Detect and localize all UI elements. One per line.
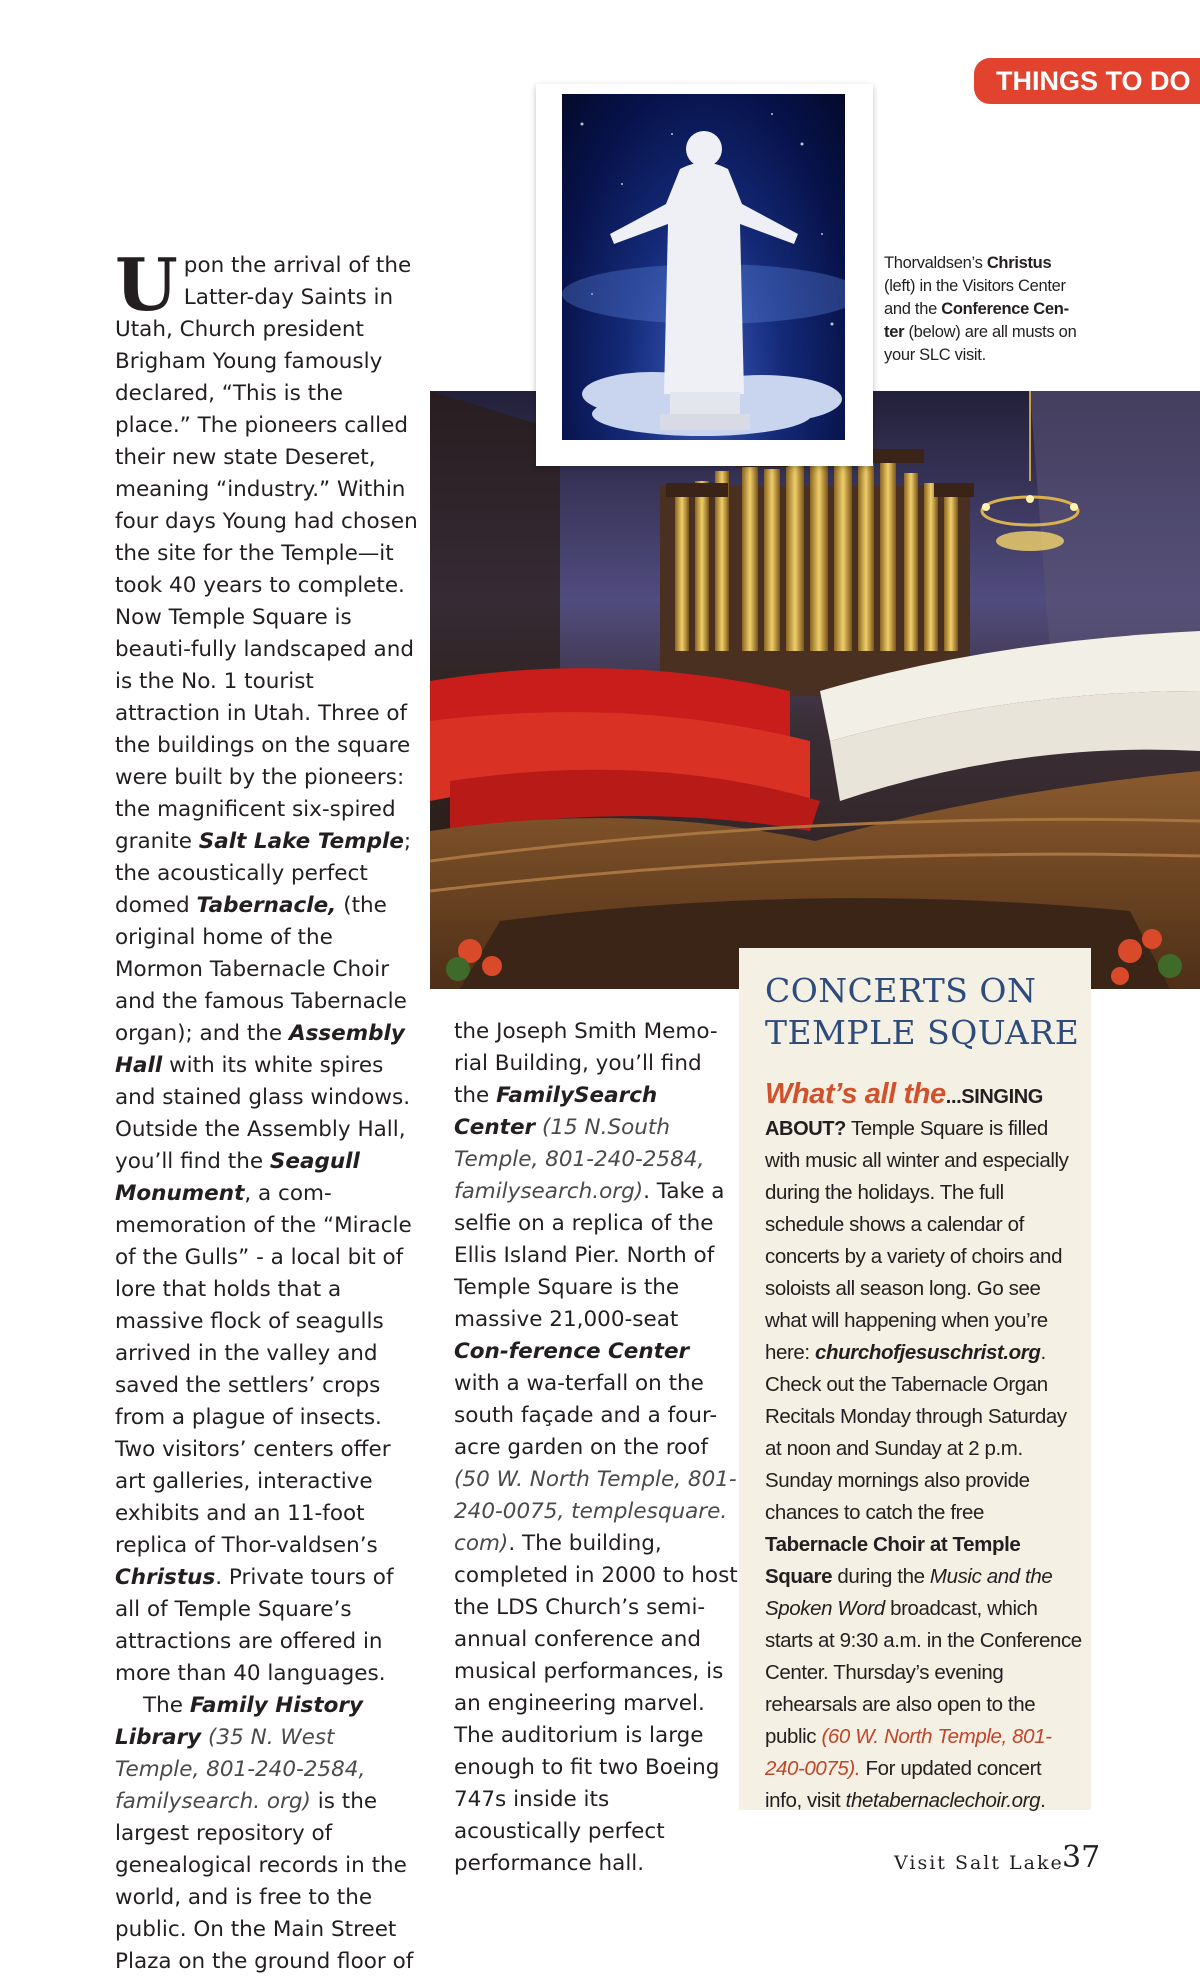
church-website-link[interactable]: churchofjesuschrist.org (815, 1341, 1041, 1364)
sidebar-lead: What’s all the (765, 1078, 946, 1110)
temple-square-paragraph: Now Temple Square is beauti-fully landscaped and is the No. 1 tourist attraction in Utah. Three of the buildings on the square were built by the pioneers: the magnificent six-spired granite Salt Lake Temple; the acoustically perfect domed Tabernacle, (the original home of the Mormon Tabernacle Choir and the famous Tabernacle organ); and the Assembly Hall with its white spires and stained glass windows. Outside the Assembly Hall, you’ll find the Seagull Monument, a com-memoration of the “Miracle of the Gulls” - a local bit of lore that holds that a massive flock of seagulls arrived in the valley and saved the settlers’ crops from a plague of insects. Two visitors’ centers offer art galleries, interactive exhibits and an 11-foot replica of Thor-valdsen’s Christus. Private tours of all of Temple Square’s attractions are offered in more than 40 languages. (115, 605, 414, 1686)
page-number: 37 (1062, 1840, 1101, 1875)
intro-paragraph: Upon the arrival of the Latter-day Saints in Utah, Church president Brigham Young famously declared, “This is the place.” The pioneers called their new state Deseret, meaning “industry.” Within four days Young had chosen the site for the Temple—it took 40 years to complete. (115, 242, 418, 598)
tabernacle-choir-illustration (430, 391, 1200, 989)
tabernacle-choir-photo (430, 391, 1200, 989)
drop-cap: U (115, 242, 178, 327)
christus-statue-photo (536, 84, 873, 466)
christus-statue-illustration (562, 94, 845, 440)
article-column-2 (454, 1016, 739, 1880)
publication-name: Visit Salt Lake (894, 1852, 1064, 1874)
photo-caption: Thorvaldsen’s Christus (left) in the Visitors Center and the Conference Cen-ter (below) are all musts on your SLC visit. (884, 254, 1077, 364)
sidebar-body: What’s all the...SINGING ABOUT? Temple Square is filled with music all winter and especially during the holidays. The full schedule shows a calendar of concerts by a variety of choirs and soloists all season long. Go see what will happening when you’re here: churchofjesuschrist.org. Check out the Tabernacle Organ Recitals Monday through Saturday at noon and Sunday at 2 p.m. Sunday mornings also provide chances to catch the free Tabernacle Choir at Temple Square during the Music and the Spoken Word broadcast, which starts at 9:30 a.m. in the Conference Center. Thursday’s evening rehearsals are also open to the public (60 W. North Temple, 801-240-0075). For updated concert info, visit thetabernaclechoir.org. (765, 1078, 1082, 1812)
article-column-1 (115, 242, 420, 1978)
familysearch-paragraph: the Joseph Smith Memo-rial Building, you’ll find the FamilySearch Center (15 N.South Temple, 801-240-2584, familysearch.org). Take a selfie on a replica of the Ellis Island Pier. North of Temple Square is the massive 21,000-seat Con-ference Center with a wa-terfall on the south façade and a four-acre garden on the roof (50 W. North Temple, 801-240-0075, templesquare. com). The building, completed in 2000 to host the LDS Church’s semi-annual conference and musical performances, is an engineering marvel. The auditorium is large enough to fit two Boeing 747s inside its acoustically perfect performance hall. (454, 1019, 738, 1876)
sidebar-heading: CONCERTS ON TEMPLE SQUARE (765, 971, 1080, 1052)
family-history-paragraph: The Family History Library (35 N. West Temple, 801-240-2584, familysearch. org) is the largest repository of genealogical records in the world, and is free to the public. On the Main Street Plaza on the ground floor of (115, 1693, 414, 1974)
choir-website-link[interactable]: thetabernaclechoir.org (845, 1789, 1041, 1812)
section-tab: THINGS TO DO (974, 58, 1200, 104)
